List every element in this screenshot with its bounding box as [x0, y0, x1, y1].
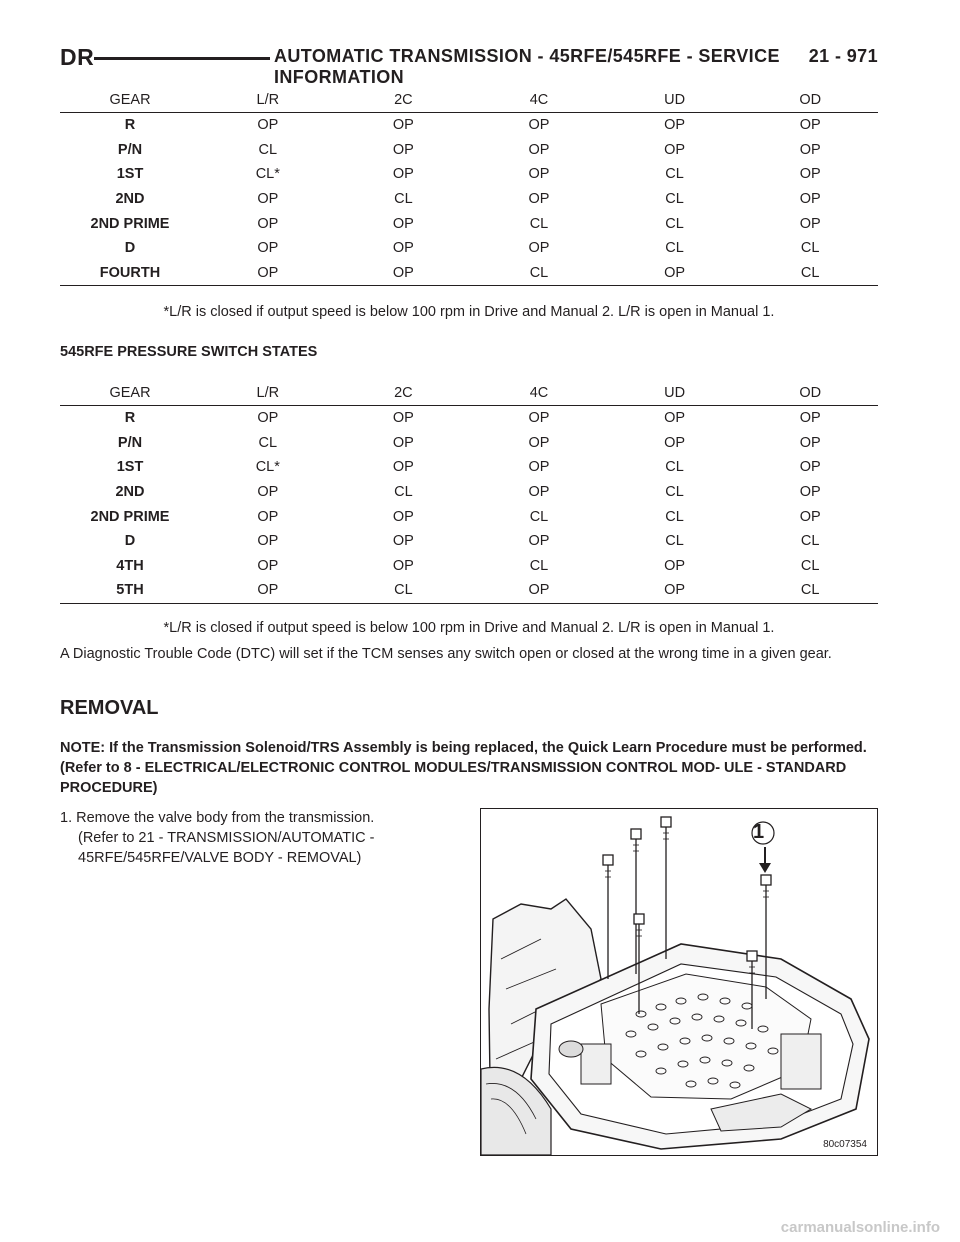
gear-cell: D: [124, 240, 136, 257]
table-row: [60, 480, 878, 505]
switch-state-cell: CL: [665, 484, 684, 501]
switch-state-cell: CL: [258, 141, 278, 158]
switch-state-cell: CL: [665, 508, 684, 525]
gear-cell: FOURTH: [99, 264, 161, 281]
gear-cell: R: [124, 117, 136, 134]
switch-state-cell: OP: [799, 166, 821, 183]
step-1-text: 1. Remove the valve body from the transmission.: [60, 810, 375, 826]
gear-cell: 1ST: [116, 166, 144, 183]
removal-note: NOTE: If the Transmission Solenoid/TRS Assembly is being replaced, the Quick Learn Procedure must be performed. (Refer to 8 - ELECTRICAL/ELECTRONIC CONTROL MODULES/TRANSMISSION CONTROL MOD- ULE - STANDARD PROCEDURE): [60, 740, 867, 796]
gear-cell: 2ND PRIME: [90, 215, 170, 232]
switch-state-cell: OP: [664, 141, 686, 158]
switch-state-cell: OP: [664, 434, 686, 451]
column-header: L/R: [256, 385, 280, 401]
gear-cell: 4TH: [116, 557, 144, 574]
switch-state-cell: CL*: [255, 166, 280, 183]
switch-state-cell: CL: [800, 582, 820, 599]
valve-body-illustration: [481, 809, 877, 1155]
table-row: [60, 236, 878, 261]
switch-states-table-2: [60, 381, 878, 604]
table2-footnote: *L/R is closed if output speed is below 100 rpm in Drive and Manual 2. L/R is open in Manual 1.: [163, 620, 775, 636]
switch-state-cell: OP: [392, 434, 414, 451]
table-row: [60, 455, 878, 480]
switch-state-cell: OP: [799, 459, 821, 476]
table-row: [60, 504, 878, 529]
switch-state-cell: CL: [394, 191, 413, 208]
gear-cell: 2ND: [115, 484, 145, 501]
column-header: 4C: [529, 92, 549, 108]
switch-state-cell: OP: [528, 434, 550, 451]
switch-state-cell: OP: [257, 582, 279, 599]
column-header: GEAR: [109, 92, 151, 108]
dtc-paragraph: A Diagnostic Trouble Code (DTC) will set if the TCM senses any switch open or closed at the wrong time in a given gear.: [60, 646, 832, 662]
switch-state-cell: OP: [257, 533, 279, 550]
switch-state-cell: CL: [529, 508, 549, 525]
switch-state-cell: CL: [800, 533, 820, 550]
switch-state-cell: OP: [799, 215, 821, 232]
switch-state-cell: OP: [257, 508, 279, 525]
switch-state-cell: CL: [665, 533, 684, 550]
gear-cell: 2ND PRIME: [90, 508, 170, 525]
valve-body-figure: [480, 808, 878, 1156]
switch-state-cell: OP: [664, 117, 686, 134]
switch-state-cell: OP: [799, 141, 821, 158]
switch-state-cell: OP: [528, 240, 550, 257]
column-header: OD: [799, 385, 822, 401]
switch-states-table-1: [60, 88, 878, 286]
column-header: 2C: [394, 385, 413, 401]
switch-state-cell: OP: [799, 117, 821, 134]
switch-state-cell: OP: [392, 117, 414, 134]
header-model-code: DR: [60, 44, 95, 70]
table-row: [60, 578, 878, 603]
switch-state-cell: OP: [528, 141, 550, 158]
switch-state-cell: OP: [257, 191, 279, 208]
switch-state-cell: CL: [258, 434, 278, 451]
gear-cell: P/N: [117, 434, 143, 451]
switch-state-cell: OP: [392, 533, 414, 550]
switch-state-cell: OP: [257, 264, 279, 281]
switch-state-cell: OP: [392, 508, 414, 525]
table-row: [60, 431, 878, 456]
column-header: L/R: [256, 92, 280, 108]
switch-state-cell: CL: [800, 264, 820, 281]
switch-state-cell: CL: [800, 557, 820, 574]
switch-state-cell: OP: [799, 410, 821, 427]
switch-state-cell: CL: [665, 215, 684, 232]
switch-state-cell: OP: [664, 410, 686, 427]
switch-state-cell: CL: [800, 240, 820, 257]
switch-state-cell: CL: [665, 240, 684, 257]
watermark: carmanualsonline.info: [780, 1219, 940, 1236]
switch-state-cell: OP: [528, 484, 550, 501]
switch-state-cell: OP: [528, 410, 550, 427]
switch-state-cell: OP: [392, 240, 414, 257]
switch-state-cell: CL: [529, 264, 549, 281]
table-row: [60, 261, 878, 286]
table-row: [60, 187, 878, 212]
switch-state-cell: OP: [392, 166, 414, 183]
switch-state-cell: OP: [392, 215, 414, 232]
gear-cell: 2ND: [115, 191, 145, 208]
switch-state-cell: OP: [664, 557, 686, 574]
figure-id: 80c07354: [823, 1139, 867, 1150]
gear-cell: P/N: [117, 141, 143, 158]
table-row: [60, 138, 878, 163]
table-row: [60, 529, 878, 554]
gear-cell: 5TH: [116, 582, 144, 599]
column-header: UD: [664, 385, 686, 401]
switch-state-cell: OP: [257, 117, 279, 134]
gear-cell: 1ST: [116, 459, 144, 476]
switch-state-cell: OP: [257, 557, 279, 574]
removal-step-1: [60, 808, 445, 868]
switch-state-cell: CL: [529, 557, 549, 574]
header-page-number: 21 - 971: [808, 46, 878, 66]
switch-state-cell: CL*: [255, 459, 280, 476]
removal-heading: REMOVAL: [60, 697, 159, 719]
column-header: GEAR: [109, 385, 151, 401]
switch-state-cell: CL: [665, 191, 684, 208]
table2-title: 545RFE PRESSURE SWITCH STATES: [60, 344, 318, 360]
switch-state-cell: OP: [528, 582, 550, 599]
table-row: [60, 211, 878, 236]
switch-state-cell: CL: [529, 215, 549, 232]
switch-state-cell: OP: [528, 533, 550, 550]
header-title: AUTOMATIC TRANSMISSION - 45RFE/545RFE - SERVICE INFORMATION: [274, 46, 780, 87]
step-1-reference: (Refer to 21 - TRANSMISSION/AUTOMATIC - 45RFE/545RFE/VALVE BODY - REMOVAL): [78, 830, 375, 866]
column-header: OD: [799, 92, 822, 108]
switch-state-cell: OP: [392, 410, 414, 427]
column-header: 4C: [529, 385, 549, 401]
switch-state-cell: OP: [257, 240, 279, 257]
switch-state-cell: OP: [664, 582, 686, 599]
switch-state-cell: OP: [528, 166, 550, 183]
table-row: [60, 406, 878, 431]
switch-state-cell: CL: [394, 484, 413, 501]
column-header: UD: [664, 92, 686, 108]
table-row: [60, 162, 878, 187]
switch-state-cell: OP: [528, 117, 550, 134]
table1-footnote: *L/R is closed if output speed is below 100 rpm in Drive and Manual 2. L/R is open in Manual 1.: [163, 304, 775, 320]
table-header-row: [60, 88, 878, 113]
switch-state-cell: OP: [392, 264, 414, 281]
switch-state-cell: CL: [394, 582, 413, 599]
switch-state-cell: OP: [257, 215, 279, 232]
switch-state-cell: OP: [799, 191, 821, 208]
switch-state-cell: OP: [257, 410, 279, 427]
switch-state-cell: CL: [665, 166, 684, 183]
switch-state-cell: OP: [799, 508, 821, 525]
switch-state-cell: OP: [257, 484, 279, 501]
header-rule: [94, 57, 270, 60]
switch-state-cell: CL: [665, 459, 684, 476]
switch-state-cell: OP: [392, 141, 414, 158]
switch-state-cell: OP: [799, 434, 821, 451]
figure-callout-1: 1: [753, 821, 765, 843]
switch-state-cell: OP: [664, 264, 686, 281]
switch-state-cell: OP: [528, 191, 550, 208]
table-row: [60, 113, 878, 138]
switch-state-cell: OP: [392, 459, 414, 476]
page-header: [60, 44, 878, 87]
table-row: [60, 554, 878, 579]
switch-state-cell: OP: [528, 459, 550, 476]
gear-cell: R: [124, 410, 136, 427]
switch-state-cell: OP: [799, 484, 821, 501]
gear-cell: D: [124, 533, 136, 550]
table-header-row: [60, 381, 878, 406]
switch-state-cell: OP: [392, 557, 414, 574]
column-header: 2C: [394, 92, 413, 108]
